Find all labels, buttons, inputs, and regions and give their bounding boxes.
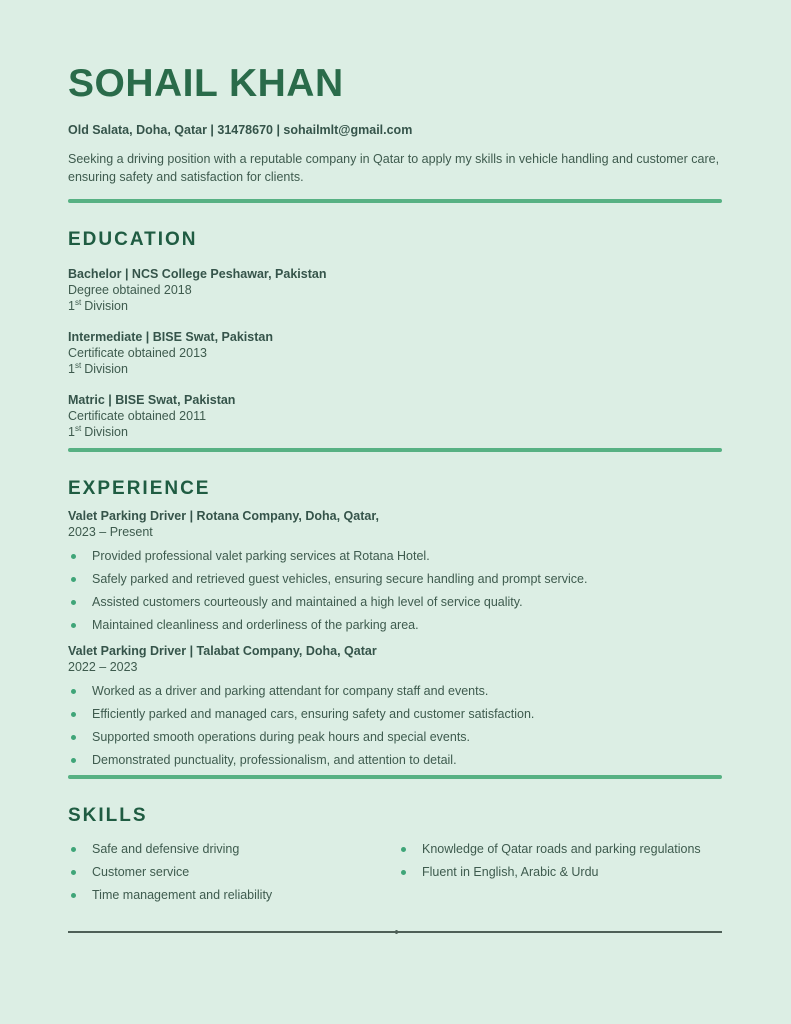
division-number: 1 — [68, 425, 75, 439]
job-bullet — [68, 594, 722, 610]
skill-text: Knowledge of Qatar roads and parking regulations — [422, 842, 701, 856]
division-number: 1 — [68, 299, 75, 313]
job-bullet-list — [68, 683, 722, 768]
bullet-dot-icon — [71, 600, 76, 605]
bullet-dot-icon — [71, 623, 76, 628]
skill-item — [398, 841, 722, 857]
education-heading: EDUCATION — [68, 229, 198, 250]
job-bullet-text: Provided professional valet parking services at Rotana Hotel. — [92, 549, 430, 563]
section-divider — [68, 448, 722, 452]
contact-line: Old Salata, Doha, Qatar | 31478670 | sohailmlt@gmail.com — [68, 123, 413, 137]
skills-list-right — [398, 841, 722, 880]
education-entry-division — [68, 298, 722, 314]
bullet-dot-icon — [71, 870, 76, 875]
skill-text: Customer service — [92, 865, 190, 879]
job-bullet — [68, 729, 722, 745]
footer-rule — [68, 931, 722, 933]
job-bullet-text: Efficiently parked and managed cars, ensuring safety and customer satisfaction. — [92, 707, 535, 721]
division-label: Division — [84, 362, 128, 376]
job-bullet — [68, 548, 722, 564]
job-bullet-text: Maintained cleanliness and orderliness of the parking area. — [92, 618, 419, 632]
division-label: Division — [84, 299, 128, 313]
bullet-dot-icon — [71, 577, 76, 582]
job-entry — [68, 508, 722, 633]
division-suffix: st — [74, 297, 82, 307]
education-entry-title: Matric | BISE Swat, Pakistan — [68, 393, 236, 407]
bullet-dot-icon — [401, 870, 406, 875]
skill-item — [68, 864, 398, 880]
education-entry-detail: Certificate obtained 2011 — [68, 409, 207, 423]
division-label: Division — [84, 425, 128, 439]
bullet-dot-icon — [71, 554, 76, 559]
job-title: Valet Parking Driver | Rotana Company, Doha, Qatar, — [68, 509, 379, 523]
job-bullet-text: Supported smooth operations during peak hours and special events. — [92, 730, 471, 744]
job-bullet — [68, 571, 722, 587]
job-bullet-text: Worked as a driver and parking attendant for company staff and events. — [92, 684, 489, 698]
job-bullet — [68, 706, 722, 722]
division-suffix: st — [74, 423, 82, 433]
job-entry — [68, 643, 722, 768]
job-bullet — [68, 752, 722, 768]
skills-list-left — [68, 841, 398, 903]
job-bullet — [68, 617, 722, 633]
footer-rule-dot — [395, 930, 398, 934]
job-title: Valet Parking Driver | Talabat Company, Doha, Qatar — [68, 644, 377, 658]
job-bullet-list — [68, 548, 722, 633]
section-divider — [68, 199, 722, 203]
education-entry-title: Intermediate | BISE Swat, Pakistan — [68, 330, 273, 344]
education-entry-division — [68, 424, 722, 440]
job-bullet-text: Demonstrated punctuality, professionalism, and attention to detail. — [92, 753, 457, 767]
bullet-dot-icon — [71, 712, 76, 717]
job-bullet — [68, 683, 722, 699]
objective-text: Seeking a driving position with a reputable company in Qatar to apply my skills in vehicle handling and customer care, ensuring safety and satisfaction for clients. — [68, 152, 720, 184]
job-bullet-text: Assisted customers courteously and maintained a high level of service quality. — [92, 595, 523, 609]
bullet-dot-icon — [71, 893, 76, 898]
skill-text: Safe and defensive driving — [92, 842, 240, 856]
education-entry-detail: Degree obtained 2018 — [68, 283, 192, 297]
experience-heading: EXPERIENCE — [68, 478, 211, 499]
education-entry — [68, 392, 722, 440]
section-divider — [68, 775, 722, 779]
skills-column-left — [68, 841, 398, 910]
skills-columns — [68, 841, 722, 910]
bullet-dot-icon — [71, 847, 76, 852]
skill-text: Fluent in English, Arabic & Urdu — [422, 865, 599, 879]
bullet-dot-icon — [71, 735, 76, 740]
page-title: SOHAIL KHAN — [68, 62, 344, 105]
education-entry-title: Bachelor | NCS College Peshawar, Pakistan — [68, 267, 327, 281]
job-period: 2022 – 2023 — [68, 660, 138, 674]
job-bullet-text: Safely parked and retrieved guest vehicles, ensuring secure handling and prompt service. — [92, 572, 588, 586]
bullet-dot-icon — [71, 758, 76, 763]
division-number: 1 — [68, 362, 75, 376]
education-entry-detail: Certificate obtained 2013 — [68, 346, 207, 360]
bullet-dot-icon — [401, 847, 406, 852]
bullet-dot-icon — [71, 689, 76, 694]
skill-text: Time management and reliability — [92, 888, 273, 902]
division-suffix: st — [74, 360, 82, 370]
education-entry — [68, 266, 722, 314]
skill-item — [398, 864, 722, 880]
skill-item — [68, 841, 398, 857]
education-entry-division — [68, 361, 722, 377]
skills-heading: SKILLS — [68, 805, 148, 826]
skills-column-right — [398, 841, 722, 910]
job-period: 2023 – Present — [68, 525, 153, 539]
skill-item — [68, 887, 398, 903]
education-entry — [68, 329, 722, 377]
